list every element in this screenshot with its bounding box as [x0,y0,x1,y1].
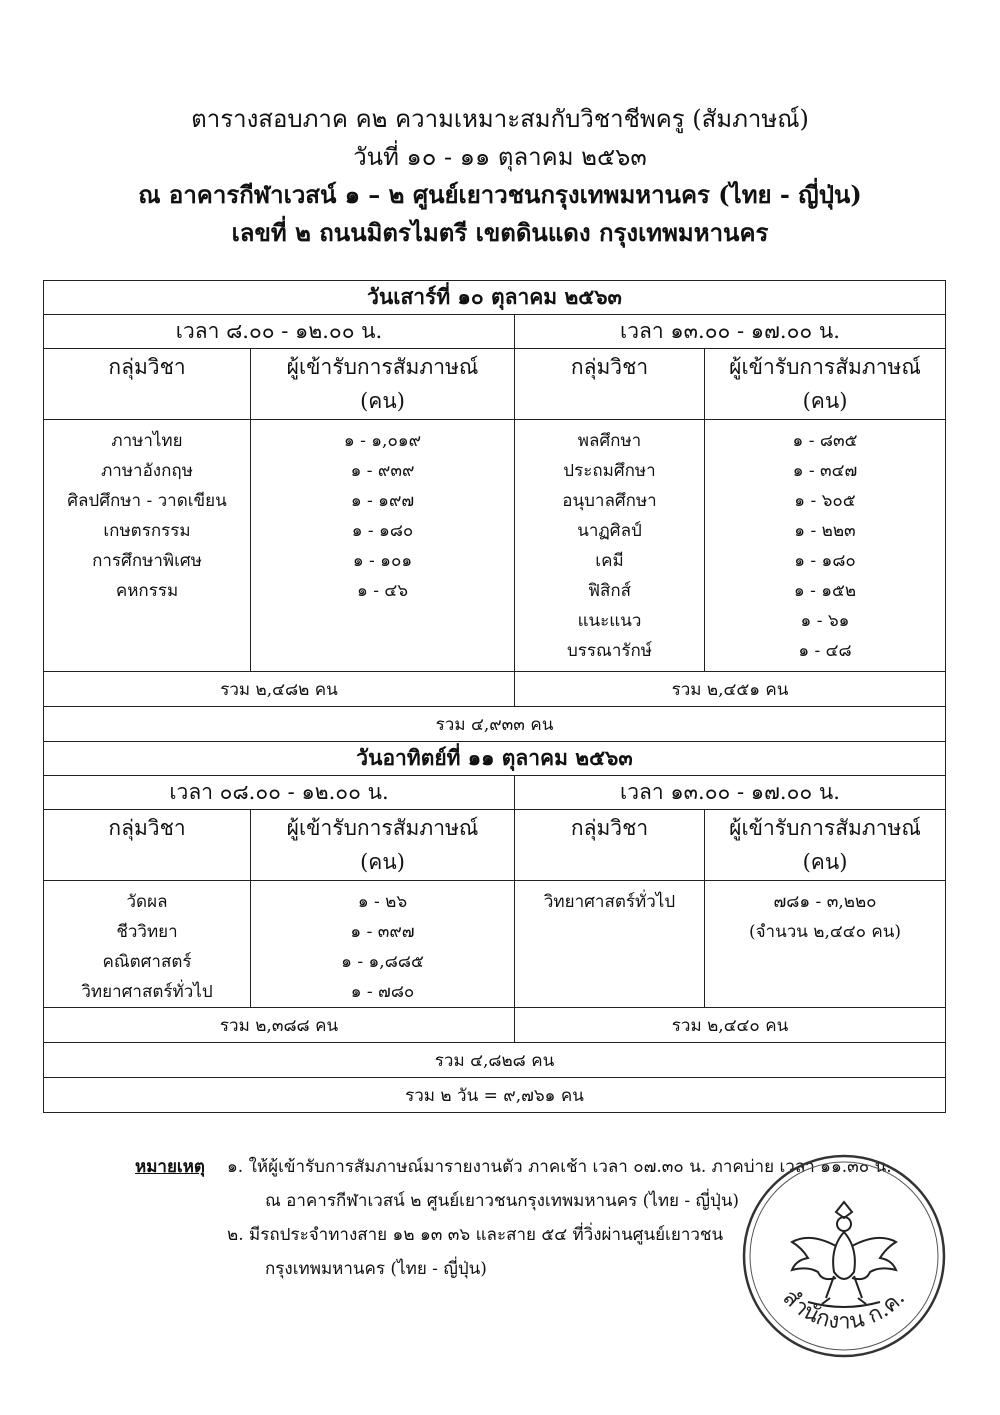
list-item: ภาษาไทย [111,431,183,451]
seal-text: สำนักงาน ก.ค. [777,1285,911,1335]
day1-morning-subjects [44,420,251,672]
column-unit-label: (คน) [360,850,405,874]
list-item: ๑ - ๑๘๐ [351,521,414,541]
column-unit-label: (คน) [802,850,848,874]
title-line-4: เลขที่ ๒ ถนนมิตรไมตรี เขตดินแดง กรุงเทพมหานคร [231,218,769,247]
day2-afternoon-total: รวม ๒,๔๔๐ คน [515,1008,946,1043]
day1-afternoon-ranges [705,420,946,672]
grand-total: รวม ๒ วัน = ๙,๗๖๑ คน [44,1078,946,1113]
list-item: แนะแนว [577,611,642,631]
day1-afternoon-subject-header [515,349,705,420]
list-item: (จำนวน ๒,๔๔๐ คน) [748,922,902,942]
day2-afternoon-subjects [515,881,705,1008]
day2-morning-time: เวลา ๐๘.๐๐ - ๑๒.๐๐ น. [44,776,515,810]
day1-morning-time: เวลา ๘.๐๐ - ๑๒.๐๐ น. [44,315,515,349]
list-item: ๑ - ๓๔๗ [792,461,858,481]
column-interviewee-label: ผู้เข้ารับการสัมภาษณ์ [729,816,921,840]
day2-afternoon-interviewee-header [705,810,946,881]
list-item: วัดผล [126,892,168,912]
column-subject-label: กลุ่มวิชา [570,816,649,840]
day2-morning-subjects [44,881,251,1008]
list-item: ๑ - ๘๓๕ [792,431,858,451]
list-item: ๑ - ๑๘๐ [794,551,856,571]
list-item: ๑ - ๒๒๓ [794,521,856,541]
list-item: ศิลปศึกษา - วาดเขียน [67,491,227,511]
garuda-seal-icon [738,1150,950,1362]
day2-afternoon-time: เวลา ๑๓.๐๐ - ๑๗.๐๐ น. [515,776,946,810]
day1-afternoon-time: เวลา ๑๓.๐๐ - ๑๗.๐๐ น. [515,315,946,349]
column-interviewee-label: ผู้เข้ารับการสัมภาษณ์ [286,816,479,840]
list-item: การศึกษาพิเศษ [92,551,202,571]
day2-title: วันอาทิตย์ที่ ๑๑ ตุลาคม ๒๕๖๓ [44,742,946,776]
list-item: เกษตรกรรม [103,521,191,541]
column-interviewee-label: ผู้เข้ารับการสัมภาษณ์ [729,355,921,379]
list-item: เคมี [595,551,624,571]
list-item: ชีววิทยา [116,922,178,942]
list-item: ๑ - ๖๑ [800,611,850,631]
list-item: ๑ - ๗๘๐ [350,982,415,1002]
day2-afternoon-subject-header [515,810,705,881]
list-item: ๑ - ๔๘ [798,641,852,661]
column-interviewee-label: ผู้เข้ารับการสัมภาษณ์ [286,355,479,379]
list-item: ๗๘๑ - ๓,๒๒๐ [773,892,877,912]
list-item: คหกรรม [115,581,179,601]
column-unit-label: (คน) [802,389,848,413]
day2-morning-ranges [251,881,515,1008]
day1-title: วันเสาร์ที่ ๑๐ ตุลาคม ๒๕๖๓ [44,281,946,315]
list-item: ๑ - ๑,๐๑๙ [343,431,422,451]
title-line-1: ตารางสอบภาค ค๒ ความเหมาะสมกับวิชาชีพครู (สัมภาษณ์) [191,105,809,133]
day2-afternoon-ranges [705,881,946,1008]
day2-total: รวม ๔,๘๒๘ คน [44,1043,946,1078]
list-item: ๑ - ๑๐๑ [352,551,413,571]
note-2-line-2: กรุงเทพมหานคร (ไทย - ญี่ปุ่น) [265,1259,487,1279]
day2-morning-interviewee-header [251,810,515,881]
list-item: ภาษาอังกฤษ [101,461,193,481]
document-header [0,100,1000,252]
list-item: ๑ - ๙๓๙ [350,461,415,481]
column-subject-label: กลุ่มวิชา [108,816,186,840]
list-item: ๑ - ๔๖ [357,581,408,601]
title-line-2: วันที่ ๑๐ - ๑๑ ตุลาคม ๒๕๖๓ [353,143,647,171]
list-item: คณิตศาสตร์ [102,952,192,972]
note-1-line-2: ณ อาคารกีฬาเวสน์ ๒ ศูนย์เยาวชนกรุงเทพมหานคร (ไทย - ญี่ปุ่น) [265,1191,740,1211]
day1-morning-subject-header [44,349,251,420]
notes-label: หมายเหตุ [135,1157,205,1177]
day1-morning-interviewee-header [251,349,515,420]
list-item: ๑ - ๑๙๗ [350,491,415,511]
list-item: บรรณารักษ์ [567,641,652,661]
day1-morning-ranges [251,420,515,672]
schedule-table [43,280,946,1113]
list-item: อนุบาลศึกษา [562,491,657,511]
list-item: วิทยาศาสตร์ทั่วไป [543,892,676,912]
list-item: ๑ - ๑,๘๘๕ [341,952,424,972]
day1-afternoon-interviewee-header [705,349,946,420]
day1-morning-total: รวม ๒,๔๘๒ คน [44,672,515,707]
list-item: วิทยาศาสตร์ทั่วไป [81,982,213,1002]
note-1-line-1: ๑. ให้ผู้เข้ารับการสัมภาษณ์มารายงานตัว ภาคเช้า เวลา ๐๗.๓๐ น. ภาคบ่าย เวลา ๑๑.๓๐ น. [227,1157,892,1177]
day1-total: รวม ๔,๙๓๓ คน [44,707,946,742]
list-item: ๑ - ๒๖ [357,892,408,912]
column-subject-label: กลุ่มวิชา [570,355,649,379]
title-line-3: ณ อาคารกีฬาเวสน์ ๑ – ๒ ศูนย์เยาวชนกรุงเทพมหานคร (ไทย - ญี่ปุ่น) [138,180,862,209]
day2-morning-subject-header [44,810,251,881]
list-item: พลศึกษา [577,431,642,451]
day2-morning-total: รวม ๒,๓๘๘ คน [44,1008,515,1043]
list-item: ประถมศึกษา [563,461,656,481]
list-item: ๑ - ๑๕๒ [793,581,857,601]
list-item: ฟิสิกส์ [587,581,632,601]
list-item: ๑ - ๖๐๕ [794,491,856,511]
column-unit-label: (คน) [360,389,405,413]
column-subject-label: กลุ่มวิชา [108,355,186,379]
day1-afternoon-subjects [515,420,705,672]
list-item: นาฏศิลป์ [577,521,642,541]
list-item: ๑ - ๓๙๗ [350,922,415,942]
day1-afternoon-total: รวม ๒,๔๕๑ คน [515,672,946,707]
note-2-line-1: ๒. มีรถประจำทางสาย ๑๒ ๑๓ ๓๖ และสาย ๕๔ ที่วิ่งผ่านศูนย์เยาวชน [227,1225,724,1245]
